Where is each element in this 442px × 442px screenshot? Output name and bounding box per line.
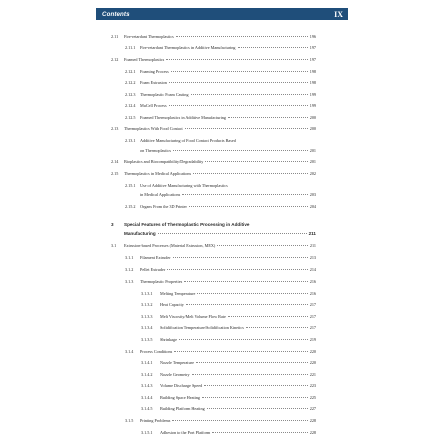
toc-entry[interactable] [140,279,316,284]
toc-entry[interactable] [160,337,316,342]
toc-title: Filament Extruder [140,255,171,260]
toc-page-number: 198 [309,69,316,74]
toc-page-number: 228 [309,430,316,435]
dot-leader [238,47,308,48]
dot-leader [184,281,308,282]
toc-entry[interactable] [160,360,316,365]
toc-title: on Thermoplastics [140,148,171,153]
toc-number: 2.13.1 [125,138,136,143]
toc-title: Foaming Process [140,69,169,74]
toc-entry[interactable] [140,267,316,272]
dot-leader [167,269,307,270]
toc-entry[interactable] [140,92,316,97]
toc-entry[interactable] [160,291,316,296]
toc-entry[interactable] [140,80,316,85]
toc-number: 3.1.2 [125,267,134,272]
dot-leader [186,304,308,305]
dot-leader [171,71,308,72]
toc-title: Process Conditions [140,349,173,354]
toc-entry[interactable] [160,314,316,319]
toc-title: Building Platform Heating [160,406,205,411]
toc-title: Shrinkage [160,337,177,342]
toc-number: 2.11.1 [125,45,136,50]
dot-leader [207,408,308,409]
toc-number: 3.1 [111,243,117,248]
toc-entry[interactable] [160,395,316,400]
dot-leader [158,233,307,234]
toc-entry[interactable] [124,34,316,39]
header-title: Contents [102,10,130,18]
dot-leader [189,206,308,207]
toc-page-number: 220 [309,349,316,354]
toc-title: Use of Additive Manufacturing with Thermoplastics [140,183,228,188]
toc-title: Organs From the 3D Printer [140,204,187,209]
toc-page-number: 217 [309,314,316,319]
toc-number: 2.12.2 [125,80,136,85]
toc-title: Adhesion to the Port Platform [160,430,211,435]
toc-page-number: 211 [308,231,316,236]
toc-title: Special Features of Thermoplastic Processing in Additive [124,222,250,227]
dot-leader [185,128,308,129]
toc-title: Nozzle Temperature [160,360,194,365]
toc-entry[interactable] [124,231,316,236]
toc-title: Thermoplastic Foam Casting [140,92,189,97]
toc-number: 2.13 [111,126,119,131]
toc-entry[interactable] [140,115,316,120]
toc-page-number: 201 [309,159,316,164]
toc-page-number: 202 [309,171,316,176]
toc-page-number: 225 [309,395,316,400]
dot-leader [169,82,308,83]
dot-leader [193,173,308,174]
toc-title: Foam Extrusion [140,80,167,85]
toc-page-number: 199 [309,92,316,97]
toc-entry[interactable] [140,255,316,260]
toc-page-number: 216 [309,291,316,296]
dot-leader [197,293,307,294]
toc-page-number: 196 [309,34,316,39]
toc-page-number: 200 [309,115,316,120]
toc-number: 2.14 [111,159,119,164]
toc-page-number: 198 [309,80,316,85]
toc-page-number: 214 [309,267,316,272]
toc-number: 3.1.5 [125,418,134,423]
toc-title: Melt Viscosity/Melt Volume Flow Rate [160,314,226,319]
toc-title: Printing Problems [140,418,171,423]
dot-leader [173,150,308,151]
toc-number: 2.15.2 [125,204,136,209]
toc-title: Foamed Thermoplastics [124,57,165,62]
dot-leader [173,257,308,258]
toc-entry[interactable] [124,159,316,164]
toc-title: Thermoplastic Properties [140,279,183,284]
toc-title: Additive Manufacturing of Food Contact Products Based [140,138,236,143]
toc-entry[interactable] [140,148,316,153]
toc-entry[interactable] [160,325,316,330]
toc-entry[interactable] [140,204,316,209]
toc-title: MuCell Process [140,103,167,108]
toc-entry[interactable] [124,243,316,248]
toc-title: Solidification Temperature/Solidification Kinetics [160,325,244,330]
dot-leader [212,432,307,433]
toc-page-number: 203 [309,192,316,197]
toc-title: Volume Discharge Speed [160,383,203,388]
dot-leader [179,339,308,340]
dot-leader [204,385,308,386]
toc-number: 3.1.4.4 [141,395,153,400]
toc-page-number: 197 [309,57,316,62]
toc-number: 3.1.5.1 [141,430,153,435]
dot-leader [169,105,308,106]
toc-number: 3.1.4.3 [141,383,153,388]
toc-page-number: 221 [309,372,316,377]
toc-number: 3 [111,222,114,227]
toc-number: 2.15 [111,171,119,176]
toc-entry[interactable] [160,372,316,377]
toc-number: 3.1.4.1 [141,360,153,365]
toc-page-number: 216 [309,279,316,284]
toc-title: Foamed Thermoplastics in Additive Manufacturing [140,115,226,120]
toc-number: 3.1.3.1 [141,291,153,296]
toc-title: Fire-retardant Thermoplastics [124,34,174,39]
toc-entry[interactable] [124,126,316,131]
toc-page-number: 199 [309,103,316,108]
toc-page-number: 223 [309,383,316,388]
toc-number: 2.12 [111,57,119,62]
toc-entry[interactable] [140,418,316,423]
toc-number: 3.1.3.3 [141,314,153,319]
toc-entry[interactable] [140,192,316,197]
toc-title: Thermoplastics With Food Contact [124,126,183,131]
dot-leader [192,374,308,375]
dot-leader [191,94,308,95]
dot-leader [174,351,307,352]
toc-entry[interactable] [160,430,316,435]
toc-page-number: 200 [309,126,316,131]
toc-entry[interactable] [140,69,316,74]
toc-page-number: 227 [309,406,316,411]
toc-title: Melting Temperature [160,291,196,296]
toc-entry[interactable] [160,383,316,388]
dot-leader [196,362,308,363]
toc-title: Heat Capacity [160,302,184,307]
dot-leader [182,194,307,195]
header-page-numeral: IX [334,9,343,19]
toc-page-number: 220 [309,360,316,365]
toc-number: 3.1.4.5 [141,406,153,411]
toc-entry[interactable] [124,171,316,176]
toc-title: Extrusion-based Processes (Material Extrusion, MEX) [124,243,216,248]
toc-entry[interactable] [140,103,316,108]
dot-leader [205,161,307,162]
toc-page-number: 228 [309,418,316,423]
dot-leader [202,397,308,398]
toc-page-number: 201 [309,148,316,153]
toc-number: 3.1.4.2 [141,372,153,377]
toc-page-number: 197 [309,45,316,50]
toc-entry[interactable] [140,45,316,50]
dot-leader [228,117,308,118]
toc-page-number: 213 [309,255,316,260]
toc-number: 2.15.1 [125,183,136,188]
toc-title: Manufacturing [124,231,156,236]
toc-number: 2.12.3 [125,92,136,97]
toc-page-number: 219 [309,337,316,342]
toc-page-number: 217 [309,302,316,307]
toc-number: 3.1.3.2 [141,302,153,307]
toc-number: 2.12.5 [125,115,136,120]
dot-leader [217,245,308,246]
toc-entry[interactable] [160,302,316,307]
toc-number: 2.11 [111,34,119,39]
toc-number: 3.1.3 [125,279,134,284]
toc-title: Thermoplastics in Medical Applications [124,171,192,176]
dot-leader [176,36,308,37]
toc-title: Pellet Extruder [140,267,166,272]
toc-number: 3.1.3.5 [141,337,153,342]
toc-number: 2.12.4 [125,103,136,108]
dot-leader [228,316,308,317]
toc-title: Nozzle Geometry [160,372,190,377]
toc-number: 3.1.3.4 [141,325,153,330]
toc-page-number: 211 [309,243,316,248]
toc-title: Building Space Heating [160,395,201,400]
toc-page-number: 204 [309,204,316,209]
toc-title: Fire-retardant Thermoplastics in Additive Manufacturing [140,45,236,50]
dot-leader [166,59,307,60]
toc-number: 3.1.4 [125,349,134,354]
toc-number: 3.1.1 [125,255,134,260]
toc-entry[interactable] [160,406,316,411]
toc-page-number: 217 [309,325,316,330]
toc-title: in Medical Applications [140,192,181,197]
dot-leader [172,420,307,421]
toc-entry[interactable] [124,57,316,62]
toc-entry[interactable] [140,349,316,354]
dot-leader [246,327,308,328]
toc-title: Bioplastics and Biocompatibility/Degradability [124,159,204,164]
toc-number: 2.12.1 [125,69,136,74]
